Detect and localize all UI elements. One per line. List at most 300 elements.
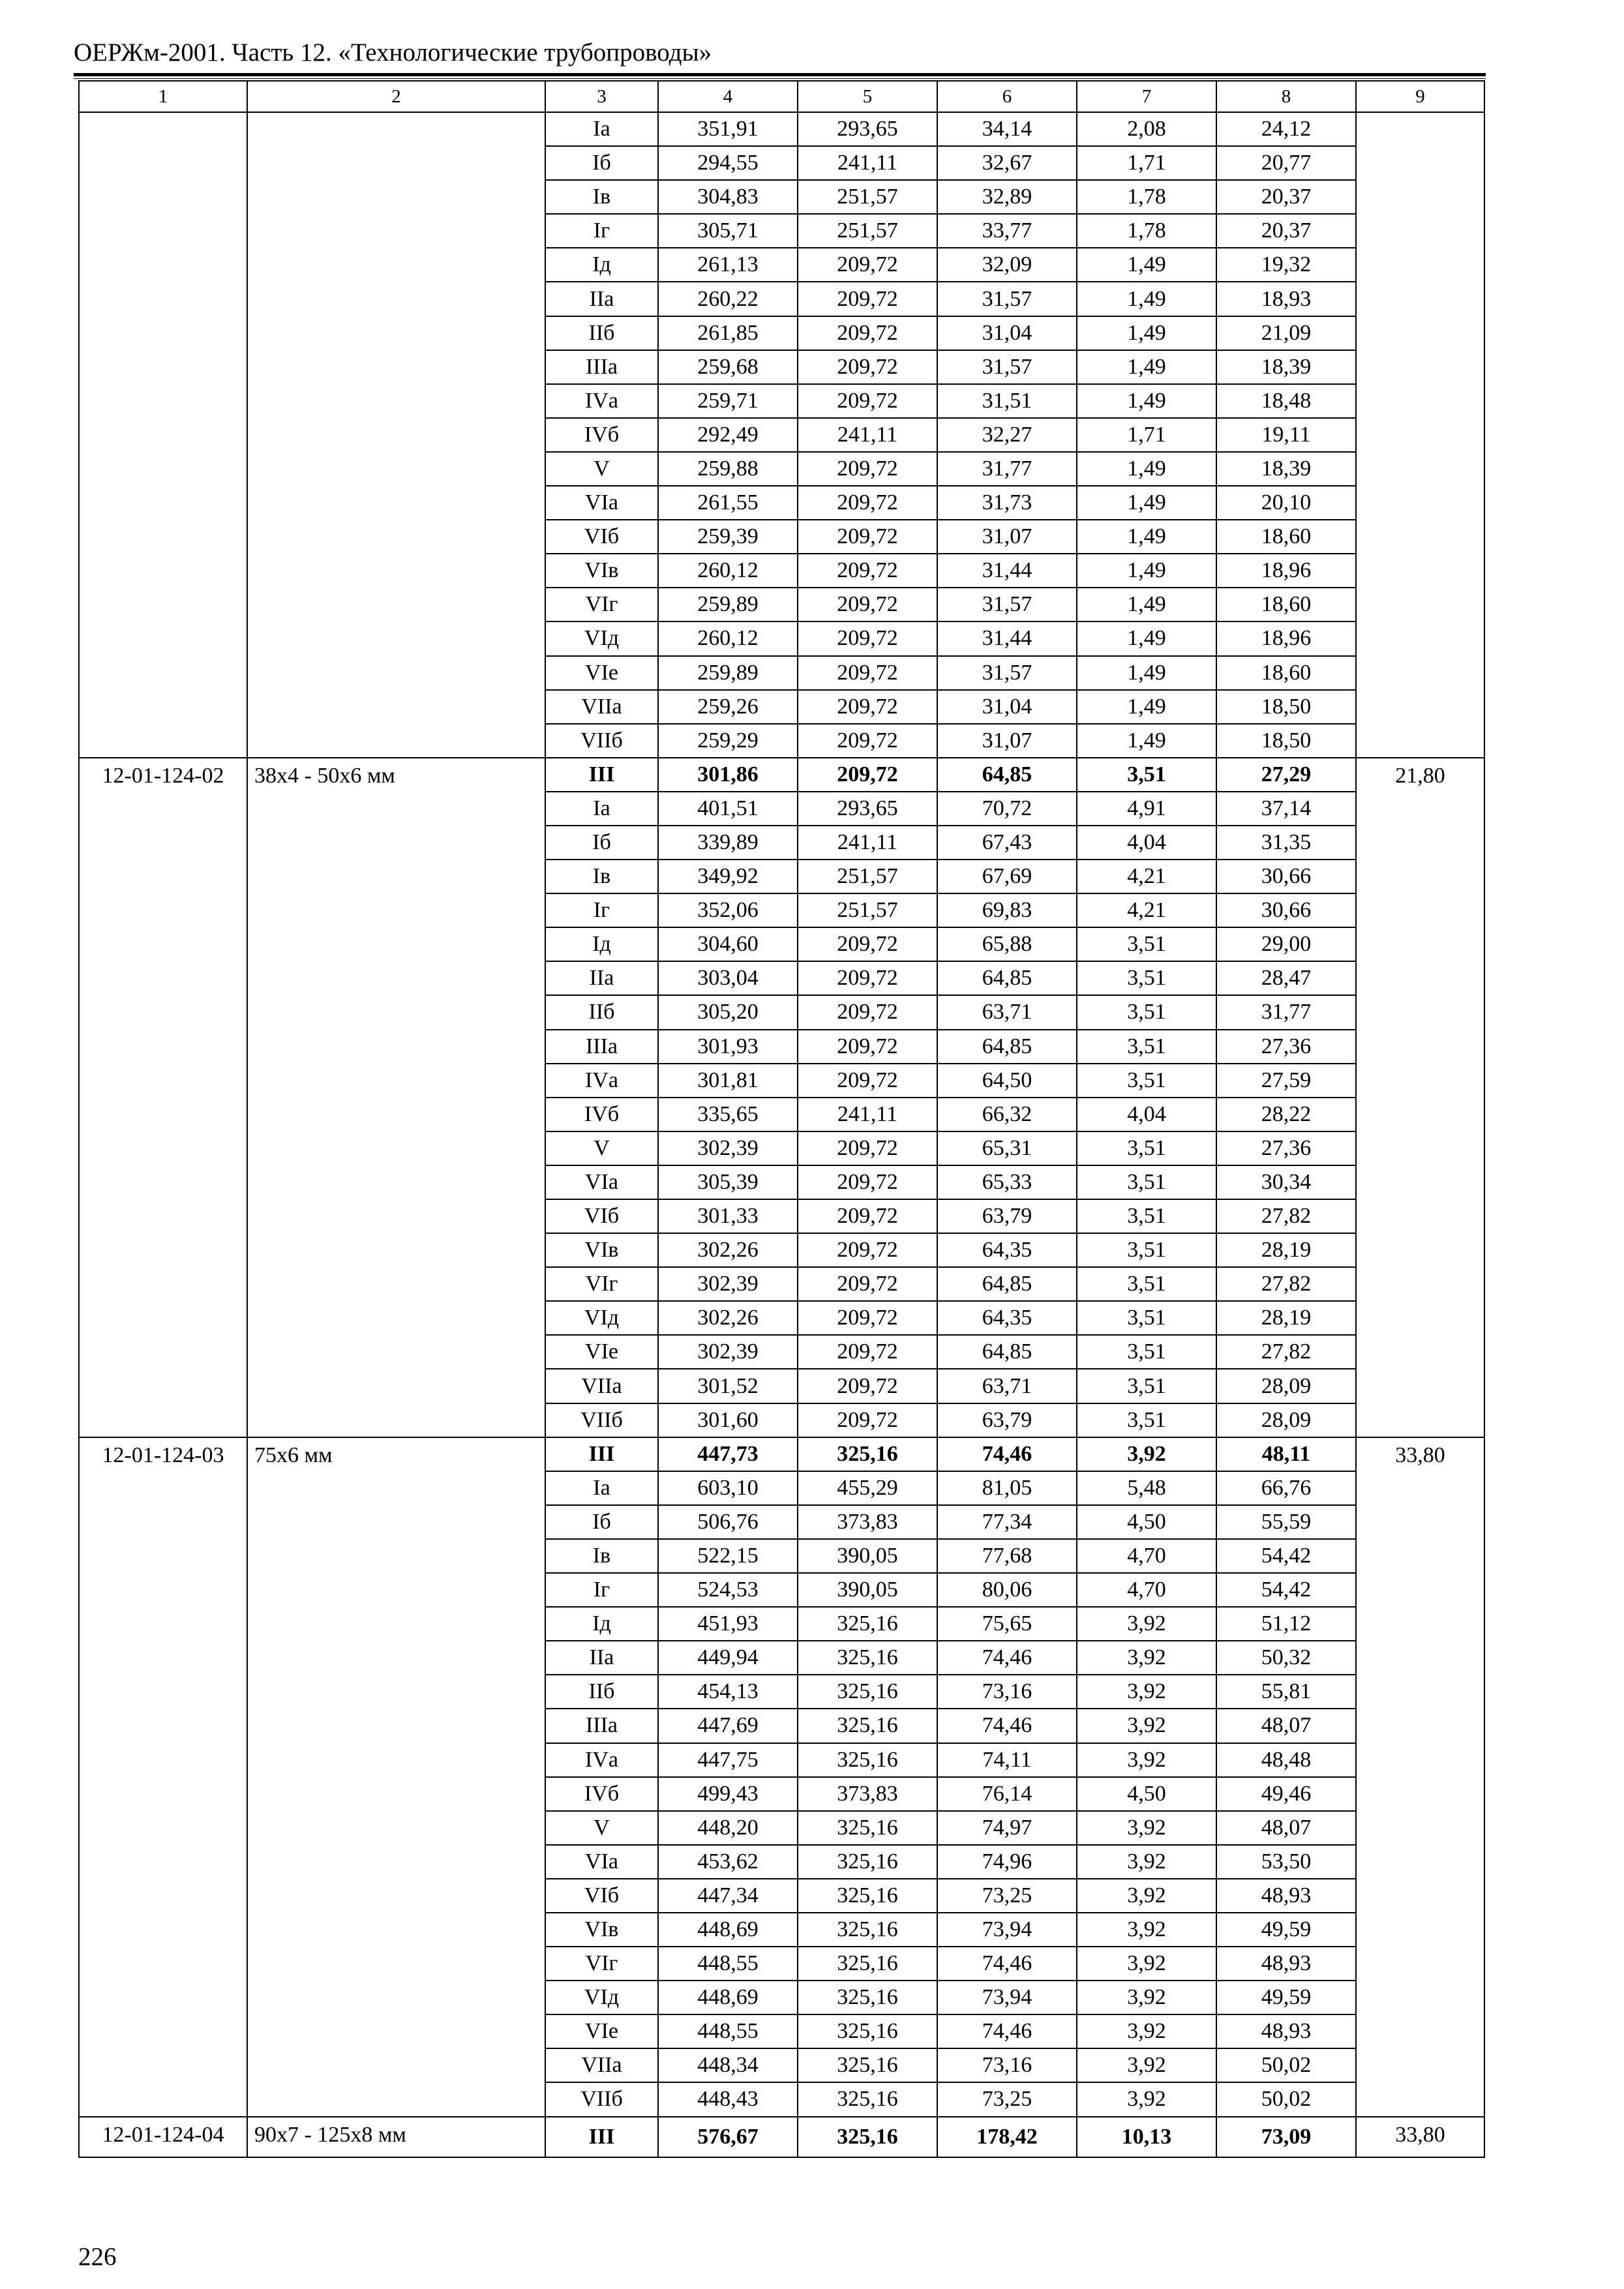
value-cell: 50,32 xyxy=(1216,1641,1356,1675)
value-cell: 325,16 xyxy=(798,1437,937,1471)
value-cell: 241,11 xyxy=(798,1098,937,1131)
value-cell: 74,46 xyxy=(937,1641,1077,1675)
value-cell: 4,21 xyxy=(1077,893,1216,927)
value-cell: 209,72 xyxy=(798,384,937,418)
value-cell: 73,94 xyxy=(937,1913,1077,1947)
value-cell: 293,65 xyxy=(798,112,937,146)
value-cell: 37,14 xyxy=(1216,792,1356,826)
value-cell: 259,89 xyxy=(658,656,798,690)
value-cell: 499,43 xyxy=(658,1777,798,1811)
region-code: V xyxy=(545,1811,658,1845)
value-cell: 4,50 xyxy=(1077,1777,1216,1811)
value-cell: 3,51 xyxy=(1077,1335,1216,1369)
value-cell: 31,73 xyxy=(937,486,1077,520)
value-cell: 32,67 xyxy=(937,146,1077,180)
value-cell: 259,39 xyxy=(658,520,798,554)
value-cell: 209,72 xyxy=(798,758,937,792)
value-cell: 259,68 xyxy=(658,350,798,384)
region-code: VIг xyxy=(545,588,658,621)
value-cell: 64,35 xyxy=(937,1301,1077,1335)
value-cell: 506,76 xyxy=(658,1505,798,1539)
value-cell: 48,48 xyxy=(1216,1743,1356,1777)
value-cell: 178,42 xyxy=(937,2117,1077,2157)
value-cell: 1,71 xyxy=(1077,146,1216,180)
value-cell: 31,07 xyxy=(937,724,1077,758)
value-cell: 339,89 xyxy=(658,826,798,860)
column-number: 2 xyxy=(247,81,545,112)
region-code: IIб xyxy=(545,995,658,1029)
value-cell: 74,96 xyxy=(937,1845,1077,1879)
value-cell: 5,48 xyxy=(1077,1471,1216,1505)
value-cell: 251,57 xyxy=(798,214,937,248)
value-cell: 447,73 xyxy=(658,1437,798,1471)
value-cell: 390,05 xyxy=(798,1573,937,1607)
region-code: IIа xyxy=(545,1641,658,1675)
value-cell: 209,72 xyxy=(798,690,937,724)
value-cell: 77,34 xyxy=(937,1505,1077,1539)
value-cell: 1,78 xyxy=(1077,214,1216,248)
value-cell: 3,92 xyxy=(1077,1981,1216,2014)
region-code: VIIа xyxy=(545,1369,658,1403)
value-cell: 209,72 xyxy=(798,1403,937,1437)
value-cell: 454,13 xyxy=(658,1675,798,1709)
value-cell: 325,16 xyxy=(798,1743,937,1777)
value-cell: 301,52 xyxy=(658,1369,798,1403)
value-cell: 20,37 xyxy=(1216,214,1356,248)
value-cell: 49,59 xyxy=(1216,1981,1356,2014)
region-code: VIа xyxy=(545,486,658,520)
value-cell: 390,05 xyxy=(798,1539,937,1573)
value-cell: 50,02 xyxy=(1216,2082,1356,2116)
value-cell: 27,82 xyxy=(1216,1267,1356,1301)
value-cell: 302,39 xyxy=(658,1335,798,1369)
value-cell: 64,85 xyxy=(937,1267,1077,1301)
value-cell: 1,78 xyxy=(1077,180,1216,214)
value-cell: 67,69 xyxy=(937,860,1077,893)
value-cell: 259,26 xyxy=(658,690,798,724)
value-cell: 3,51 xyxy=(1077,1165,1216,1199)
value-cell: 74,46 xyxy=(937,2014,1077,2048)
region-code: VIе xyxy=(545,1335,658,1369)
value-cell: 4,04 xyxy=(1077,826,1216,860)
value-cell: 74,46 xyxy=(937,1437,1077,1471)
value-cell: 31,35 xyxy=(1216,826,1356,860)
region-code: VIг xyxy=(545,1947,658,1981)
value-cell: 325,16 xyxy=(798,1675,937,1709)
value-cell: 261,55 xyxy=(658,486,798,520)
value-cell: 209,72 xyxy=(798,656,937,690)
value-cell: 27,36 xyxy=(1216,1030,1356,1064)
value-cell: 448,69 xyxy=(658,1981,798,2014)
region-code: VIб xyxy=(545,1199,658,1233)
table-row xyxy=(79,112,1484,146)
value-cell: 325,16 xyxy=(798,2014,937,2048)
value-cell: 3,92 xyxy=(1077,1845,1216,1879)
column-number: 1 xyxy=(79,81,247,112)
value-cell: 32,09 xyxy=(937,248,1077,282)
value-cell: 20,10 xyxy=(1216,486,1356,520)
value-cell: 27,36 xyxy=(1216,1131,1356,1165)
value-cell: 24,12 xyxy=(1216,112,1356,146)
value-cell: 1,49 xyxy=(1077,282,1216,316)
region-code: VIб xyxy=(545,520,658,554)
value-cell: 75,65 xyxy=(937,1607,1077,1641)
value-cell: 73,09 xyxy=(1216,2117,1356,2157)
value-cell: 294,55 xyxy=(658,146,798,180)
value-cell: 28,47 xyxy=(1216,961,1356,995)
value-cell: 28,19 xyxy=(1216,1301,1356,1335)
value-cell: 74,46 xyxy=(937,1947,1077,1981)
value-cell: 1,49 xyxy=(1077,520,1216,554)
region-code: VIIб xyxy=(545,724,658,758)
value-cell: 3,92 xyxy=(1077,1947,1216,1981)
region-code: VIд xyxy=(545,1981,658,2014)
region-code: VIг xyxy=(545,1267,658,1301)
region-code: Iв xyxy=(545,180,658,214)
value-cell: 66,76 xyxy=(1216,1471,1356,1505)
total-value: 33,80 xyxy=(1356,1437,1484,2117)
value-cell: 63,71 xyxy=(937,995,1077,1029)
value-cell: 3,92 xyxy=(1077,2082,1216,2116)
table-body xyxy=(79,81,1484,2157)
value-cell: 325,16 xyxy=(798,2117,937,2157)
value-cell: 48,07 xyxy=(1216,1709,1356,1743)
value-cell: 351,91 xyxy=(658,112,798,146)
value-cell: 21,09 xyxy=(1216,316,1356,350)
value-cell: 241,11 xyxy=(798,418,937,452)
value-cell: 18,39 xyxy=(1216,452,1356,486)
value-cell: 3,92 xyxy=(1077,1913,1216,1947)
value-cell: 28,09 xyxy=(1216,1403,1356,1437)
value-cell: 18,60 xyxy=(1216,656,1356,690)
total-value: 33,80 xyxy=(1356,2117,1484,2157)
region-code: IVа xyxy=(545,384,658,418)
value-cell: 64,85 xyxy=(937,1335,1077,1369)
region-code: VIв xyxy=(545,1913,658,1947)
value-cell: 301,33 xyxy=(658,1199,798,1233)
region-code: VIа xyxy=(545,1845,658,1879)
value-cell: 48,07 xyxy=(1216,1811,1356,1845)
value-cell: 73,94 xyxy=(937,1981,1077,2014)
value-cell: 67,43 xyxy=(937,826,1077,860)
value-cell: 209,72 xyxy=(798,1267,937,1301)
value-cell: 302,39 xyxy=(658,1131,798,1165)
value-cell: 4,91 xyxy=(1077,792,1216,826)
value-cell: 18,60 xyxy=(1216,588,1356,621)
value-cell: 209,72 xyxy=(798,1064,937,1098)
value-cell: 603,10 xyxy=(658,1471,798,1505)
value-cell: 3,51 xyxy=(1077,1064,1216,1098)
value-cell: 448,69 xyxy=(658,1913,798,1947)
value-cell: 18,96 xyxy=(1216,621,1356,655)
value-cell: 31,57 xyxy=(937,350,1077,384)
value-cell: 448,43 xyxy=(658,2082,798,2116)
value-cell: 28,09 xyxy=(1216,1369,1356,1403)
value-cell: 31,57 xyxy=(937,588,1077,621)
value-cell: 55,81 xyxy=(1216,1675,1356,1709)
value-cell: 325,16 xyxy=(798,1879,937,1913)
region-code: Iб xyxy=(545,826,658,860)
region-code: IIб xyxy=(545,1675,658,1709)
value-cell: 4,70 xyxy=(1077,1573,1216,1607)
value-cell: 304,60 xyxy=(658,927,798,961)
value-cell: 453,62 xyxy=(658,1845,798,1879)
value-cell: 1,49 xyxy=(1077,656,1216,690)
value-cell: 3,51 xyxy=(1077,1131,1216,1165)
value-cell: 1,49 xyxy=(1077,248,1216,282)
region-code: III xyxy=(545,758,658,792)
value-cell: 66,32 xyxy=(937,1098,1077,1131)
value-cell: 77,68 xyxy=(937,1539,1077,1573)
rate-code: 12-01-124-03 xyxy=(79,1437,247,2117)
value-cell: 209,72 xyxy=(798,452,937,486)
region-code: IIб xyxy=(545,316,658,350)
region-code: Iг xyxy=(545,1573,658,1607)
value-cell: 251,57 xyxy=(798,860,937,893)
region-code: Iб xyxy=(545,146,658,180)
value-cell: 325,16 xyxy=(798,1641,937,1675)
rate-code: 12-01-124-02 xyxy=(79,758,247,1437)
value-cell: 1,49 xyxy=(1077,486,1216,520)
value-cell: 302,26 xyxy=(658,1233,798,1267)
value-cell: 325,16 xyxy=(798,1845,937,1879)
value-cell: 3,51 xyxy=(1077,961,1216,995)
value-cell: 292,49 xyxy=(658,418,798,452)
value-cell: 49,59 xyxy=(1216,1913,1356,1947)
region-code: VIIб xyxy=(545,1403,658,1437)
value-cell: 76,14 xyxy=(937,1777,1077,1811)
value-cell: 301,60 xyxy=(658,1403,798,1437)
table-row xyxy=(79,1437,1484,1471)
column-number: 4 xyxy=(658,81,798,112)
value-cell: 2,08 xyxy=(1077,112,1216,146)
region-code: VIд xyxy=(545,1301,658,1335)
value-cell: 3,92 xyxy=(1077,1709,1216,1743)
column-number: 6 xyxy=(937,81,1077,112)
pipe-size xyxy=(247,112,545,758)
value-cell: 209,72 xyxy=(798,1030,937,1064)
value-cell: 260,22 xyxy=(658,282,798,316)
region-code: IIIа xyxy=(545,350,658,384)
value-cell: 4,04 xyxy=(1077,1098,1216,1131)
value-cell: 448,34 xyxy=(658,2048,798,2082)
value-cell: 1,49 xyxy=(1077,690,1216,724)
value-cell: 73,25 xyxy=(937,2082,1077,2116)
value-cell: 54,42 xyxy=(1216,1573,1356,1607)
value-cell: 31,51 xyxy=(937,384,1077,418)
column-number: 9 xyxy=(1356,81,1484,112)
value-cell: 209,72 xyxy=(798,1131,937,1165)
value-cell: 3,92 xyxy=(1077,1675,1216,1709)
region-code: IIа xyxy=(545,282,658,316)
value-cell: 1,49 xyxy=(1077,724,1216,758)
value-cell: 209,72 xyxy=(798,282,937,316)
value-cell: 74,11 xyxy=(937,1743,1077,1777)
value-cell: 81,05 xyxy=(937,1471,1077,1505)
value-cell: 4,50 xyxy=(1077,1505,1216,1539)
region-code: VIе xyxy=(545,2014,658,2048)
value-cell: 522,15 xyxy=(658,1539,798,1573)
value-cell: 209,72 xyxy=(798,1335,937,1369)
value-cell: 49,46 xyxy=(1216,1777,1356,1811)
value-cell: 335,65 xyxy=(658,1098,798,1131)
column-number-row xyxy=(79,81,1484,112)
header-rule xyxy=(74,73,1486,79)
region-code: VIIа xyxy=(545,2048,658,2082)
value-cell: 65,33 xyxy=(937,1165,1077,1199)
region-code: IIIа xyxy=(545,1709,658,1743)
value-cell: 3,92 xyxy=(1077,2014,1216,2048)
value-cell: 260,12 xyxy=(658,621,798,655)
value-cell: 293,65 xyxy=(798,792,937,826)
value-cell: 209,72 xyxy=(798,350,937,384)
value-cell: 55,59 xyxy=(1216,1505,1356,1539)
value-cell: 28,19 xyxy=(1216,1233,1356,1267)
value-cell: 304,83 xyxy=(658,180,798,214)
value-cell: 18,48 xyxy=(1216,384,1356,418)
value-cell: 64,85 xyxy=(937,961,1077,995)
column-number: 8 xyxy=(1216,81,1356,112)
value-cell: 54,42 xyxy=(1216,1539,1356,1573)
value-cell: 209,72 xyxy=(798,1165,937,1199)
value-cell: 48,11 xyxy=(1216,1437,1356,1471)
value-cell: 63,79 xyxy=(937,1403,1077,1437)
value-cell: 1,49 xyxy=(1077,350,1216,384)
value-cell: 63,71 xyxy=(937,1369,1077,1403)
value-cell: 241,11 xyxy=(798,826,937,860)
page-header: ОЕРЖм-2001. Часть 12. «Технологические трубопроводы» xyxy=(74,38,712,67)
value-cell: 209,72 xyxy=(798,621,937,655)
region-code: VIIб xyxy=(545,2082,658,2116)
value-cell: 447,69 xyxy=(658,1709,798,1743)
value-cell: 3,92 xyxy=(1077,1879,1216,1913)
region-code: IIIа xyxy=(545,1030,658,1064)
value-cell: 64,85 xyxy=(937,758,1077,792)
value-cell: 18,50 xyxy=(1216,724,1356,758)
value-cell: 209,72 xyxy=(798,520,937,554)
region-code: VIв xyxy=(545,1233,658,1267)
value-cell: 69,83 xyxy=(937,893,1077,927)
value-cell: 209,72 xyxy=(798,486,937,520)
value-cell: 4,21 xyxy=(1077,860,1216,893)
value-cell: 261,85 xyxy=(658,316,798,350)
region-code: VIе xyxy=(545,656,658,690)
region-code: Iв xyxy=(545,860,658,893)
region-code: IVб xyxy=(545,418,658,452)
value-cell: 3,92 xyxy=(1077,1743,1216,1777)
value-cell: 209,72 xyxy=(798,927,937,961)
value-cell: 32,89 xyxy=(937,180,1077,214)
value-cell: 524,53 xyxy=(658,1573,798,1607)
value-cell: 447,34 xyxy=(658,1879,798,1913)
value-cell: 74,46 xyxy=(937,1709,1077,1743)
value-cell: 3,51 xyxy=(1077,1403,1216,1437)
value-cell: 64,50 xyxy=(937,1064,1077,1098)
column-number: 7 xyxy=(1077,81,1216,112)
value-cell: 449,94 xyxy=(658,1641,798,1675)
value-cell: 209,72 xyxy=(798,724,937,758)
value-cell: 448,55 xyxy=(658,2014,798,2048)
region-code: IVб xyxy=(545,1777,658,1811)
pipe-size: 38х4 - 50х6 мм xyxy=(247,758,545,1437)
value-cell: 209,72 xyxy=(798,248,937,282)
value-cell: 209,72 xyxy=(798,1301,937,1335)
table-row xyxy=(79,2117,1484,2157)
value-cell: 31,04 xyxy=(937,316,1077,350)
value-cell: 64,85 xyxy=(937,1030,1077,1064)
pipe-size: 90х7 - 125х8 мм xyxy=(247,2117,545,2157)
value-cell: 209,72 xyxy=(798,1233,937,1267)
value-cell: 18,60 xyxy=(1216,520,1356,554)
value-cell: 1,49 xyxy=(1077,452,1216,486)
value-cell: 325,16 xyxy=(798,1981,937,2014)
value-cell: 70,72 xyxy=(937,792,1077,826)
value-cell: 48,93 xyxy=(1216,1879,1356,1913)
value-cell: 34,14 xyxy=(937,112,1077,146)
value-cell: 65,31 xyxy=(937,1131,1077,1165)
value-cell: 1,49 xyxy=(1077,316,1216,350)
region-code: Iб xyxy=(545,1505,658,1539)
page-number: 226 xyxy=(78,2243,117,2271)
value-cell: 1,49 xyxy=(1077,588,1216,621)
value-cell: 301,81 xyxy=(658,1064,798,1098)
value-cell: 259,89 xyxy=(658,588,798,621)
region-code: VIа xyxy=(545,1165,658,1199)
value-cell: 50,02 xyxy=(1216,2048,1356,2082)
value-cell: 302,26 xyxy=(658,1301,798,1335)
total-value: 21,80 xyxy=(1356,758,1484,1437)
value-cell: 33,77 xyxy=(937,214,1077,248)
value-cell: 3,51 xyxy=(1077,1233,1216,1267)
value-cell: 325,16 xyxy=(798,1947,937,1981)
region-code: Iг xyxy=(545,214,658,248)
region-code: Iг xyxy=(545,893,658,927)
region-code: Iв xyxy=(545,1539,658,1573)
value-cell: 325,16 xyxy=(798,2082,937,2116)
value-cell: 30,66 xyxy=(1216,893,1356,927)
value-cell: 302,39 xyxy=(658,1267,798,1301)
region-code: III xyxy=(545,1437,658,1471)
value-cell: 301,93 xyxy=(658,1030,798,1064)
value-cell: 29,00 xyxy=(1216,927,1356,961)
region-code: Iа xyxy=(545,792,658,826)
value-cell: 31,04 xyxy=(937,690,1077,724)
value-cell: 373,83 xyxy=(798,1505,937,1539)
value-cell: 31,77 xyxy=(1216,995,1356,1029)
value-cell: 241,11 xyxy=(798,146,937,180)
value-cell: 19,11 xyxy=(1216,418,1356,452)
value-cell: 3,51 xyxy=(1077,995,1216,1029)
region-code: VIIа xyxy=(545,690,658,724)
value-cell: 48,93 xyxy=(1216,2014,1356,2048)
region-code: III xyxy=(545,2117,658,2157)
value-cell: 3,51 xyxy=(1077,1369,1216,1403)
value-cell: 10,13 xyxy=(1077,2117,1216,2157)
table-row xyxy=(79,758,1484,792)
value-cell: 27,82 xyxy=(1216,1335,1356,1369)
value-cell: 18,50 xyxy=(1216,690,1356,724)
value-cell: 18,39 xyxy=(1216,350,1356,384)
value-cell: 28,22 xyxy=(1216,1098,1356,1131)
region-code: Iа xyxy=(545,112,658,146)
value-cell: 260,12 xyxy=(658,554,798,588)
value-cell: 209,72 xyxy=(798,554,937,588)
value-cell: 3,51 xyxy=(1077,1030,1216,1064)
value-cell: 3,51 xyxy=(1077,1301,1216,1335)
value-cell: 209,72 xyxy=(798,316,937,350)
column-number: 5 xyxy=(798,81,937,112)
value-cell: 251,57 xyxy=(798,893,937,927)
